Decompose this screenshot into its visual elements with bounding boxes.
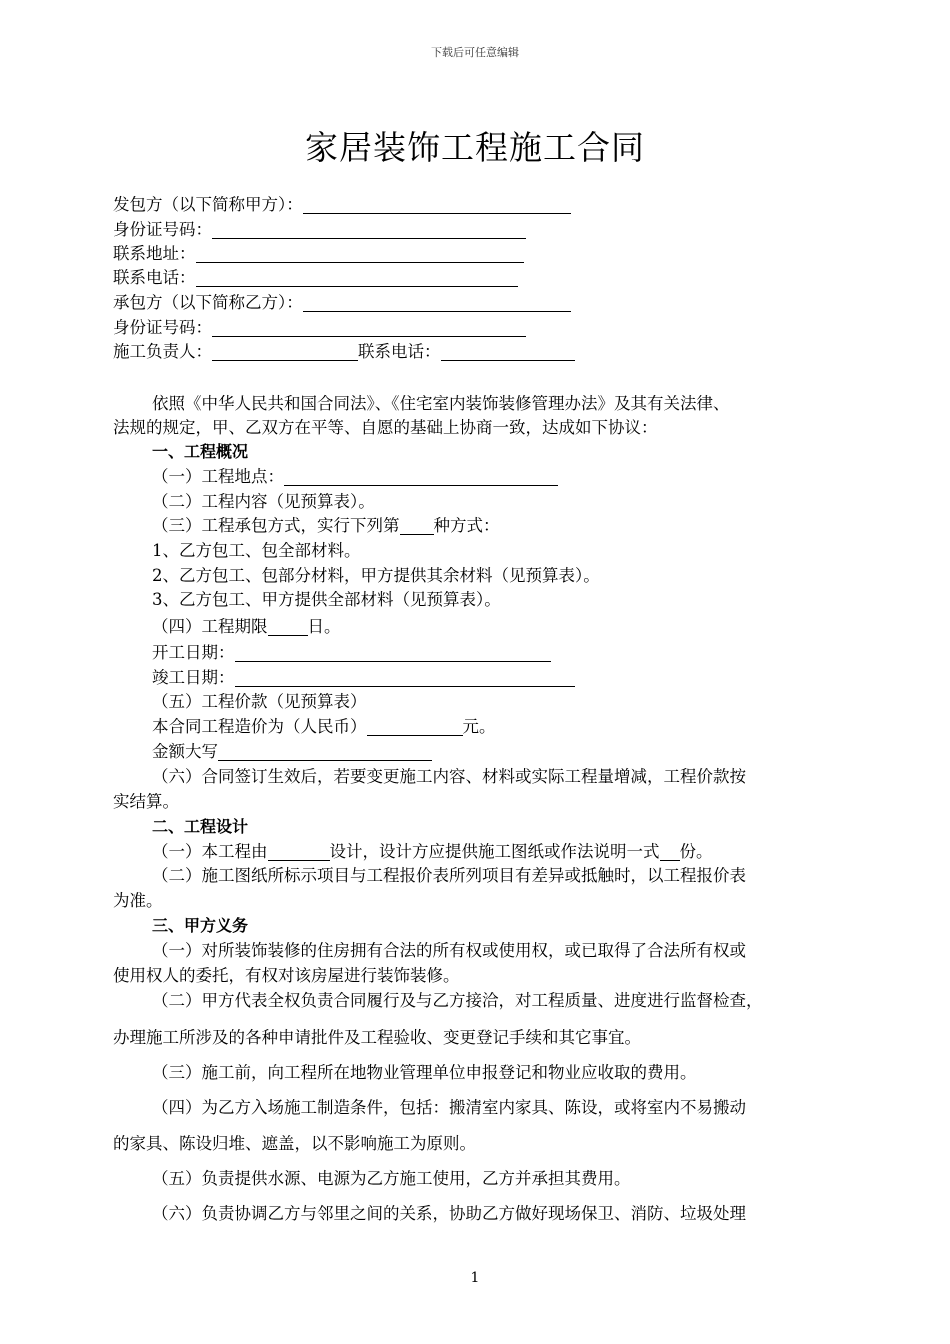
contract-total-field: 本合同工程造价为（人民币） 元。 xyxy=(152,717,496,736)
duty-2-line-1: （二）甲方代表全权负责合同履行及与乙方接洽，对工程质量、进度进行监督检查， xyxy=(152,991,763,1010)
amount-words-blank[interactable] xyxy=(218,742,432,761)
option-2: 2、乙方包工、包部分材料，甲方提供其余材料（见预算表）。 xyxy=(152,566,600,585)
start-date-blank[interactable] xyxy=(235,643,551,662)
contractor-id-field: 身份证号码： xyxy=(113,316,526,340)
contract-mode-field: （三）工程承包方式，实行下列第 种方式： xyxy=(152,516,500,535)
client-address-blank[interactable] xyxy=(196,244,524,263)
project-location-field: （一）工程地点： xyxy=(152,465,558,489)
project-content: （二）工程内容（见预算表）。 xyxy=(152,492,375,511)
duty-4-line-2: 的家具、陈设归堆、遮盖，以不影响施工为原则。 xyxy=(113,1134,476,1153)
intro-line-1: 依照《中华人民共和国合同法》、《住宅室内装饰装修管理办法》及其有关法律、 xyxy=(152,394,730,413)
end-date-field: 竣工日期： xyxy=(152,666,575,690)
contract-mode-blank[interactable] xyxy=(400,516,434,535)
amount-words-field: 金额大写 xyxy=(152,740,432,764)
contractor-blank[interactable] xyxy=(303,293,571,312)
duty-6-line-1: （六）负责协调乙方与邻里之间的关系，协助乙方做好现场保卫、消防、垃圾处理 xyxy=(152,1204,746,1223)
contract-total-blank[interactable] xyxy=(367,717,463,736)
drawing-diff-line-1: （二）施工图纸所标示项目与工程报价表所列项目有差异或抵触时，以工程报价表 xyxy=(152,866,746,885)
client-blank[interactable] xyxy=(303,195,571,214)
copies-blank[interactable] xyxy=(660,842,680,861)
project-period-field: （四）工程期限 日。 xyxy=(152,617,341,636)
client-field: 发包方（以下简称甲方）： xyxy=(113,193,571,217)
project-period-blank[interactable] xyxy=(268,617,308,636)
project-location-blank[interactable] xyxy=(284,467,558,486)
option-1: 1、乙方包工、包全部材料。 xyxy=(152,541,361,560)
site-manager-field: 施工负责人： 联系电话： xyxy=(113,340,575,364)
end-date-blank[interactable] xyxy=(235,668,575,687)
client-id-field: 身份证号码： xyxy=(113,218,526,242)
site-manager-phone-blank[interactable] xyxy=(441,342,575,361)
document-title: 家居装饰工程施工合同 xyxy=(305,128,645,167)
duty-5: （五）负责提供水源、电源为乙方施工使用，乙方并承担其费用。 xyxy=(152,1169,631,1188)
client-id-blank[interactable] xyxy=(212,220,526,239)
header-note: 下载后可任意编辑 xyxy=(431,46,519,59)
duty-1-line-2: 使用权人的委托，有权对该房屋进行装饰装修。 xyxy=(113,966,460,985)
contractor-id-blank[interactable] xyxy=(212,318,526,337)
client-phone-blank[interactable] xyxy=(196,268,518,287)
section-heading-overview: 一、工程概况 xyxy=(152,442,249,461)
site-manager-blank[interactable] xyxy=(212,342,358,361)
section-heading-design: 二、工程设计 xyxy=(152,817,249,836)
drawing-diff-line-2: 为准。 xyxy=(113,891,163,910)
duty-3: （三）施工前，向工程所在地物业管理单位申报登记和物业应收取的费用。 xyxy=(152,1063,697,1082)
client-address-field: 联系地址： xyxy=(113,242,524,266)
change-clause-line-1: （六）合同签订生效后，若要变更施工内容、材料或实际工程量增减，工程价款按 xyxy=(152,767,746,786)
designer-blank[interactable] xyxy=(268,842,330,861)
intro-line-2: 法规的规定，甲、乙双方在平等、自愿的基础上协商一致，达成如下协议： xyxy=(113,418,658,437)
start-date-field: 开工日期： xyxy=(152,641,551,665)
section-heading-client-duties: 三、甲方义务 xyxy=(152,916,249,935)
designer-field: （一）本工程由 设计，设计方应提供施工图纸或作法说明一式 份。 xyxy=(152,842,713,861)
page-number: 1 xyxy=(470,1270,480,1286)
client-phone-field: 联系电话： xyxy=(113,266,518,290)
duty-1-line-1: （一）对所装饰装修的住房拥有合法的所有权或使用权，或已取得了合法所有权或 xyxy=(152,941,746,960)
change-clause-line-2: 实结算。 xyxy=(113,792,179,811)
project-price: （五）工程价款（见预算表） xyxy=(152,692,367,711)
contractor-field: 承包方（以下简称乙方）： xyxy=(113,291,571,315)
option-3: 3、乙方包工、甲方提供全部材料（见预算表）。 xyxy=(152,590,501,609)
duty-2-line-2: 办理施工所涉及的各种申请批件及工程验收、变更登记手续和其它事宜。 xyxy=(113,1028,641,1047)
duty-4-line-1: （四）为乙方入场施工制造条件，包括：搬清室内家具、陈设，或将室内不易搬动 xyxy=(152,1098,746,1117)
